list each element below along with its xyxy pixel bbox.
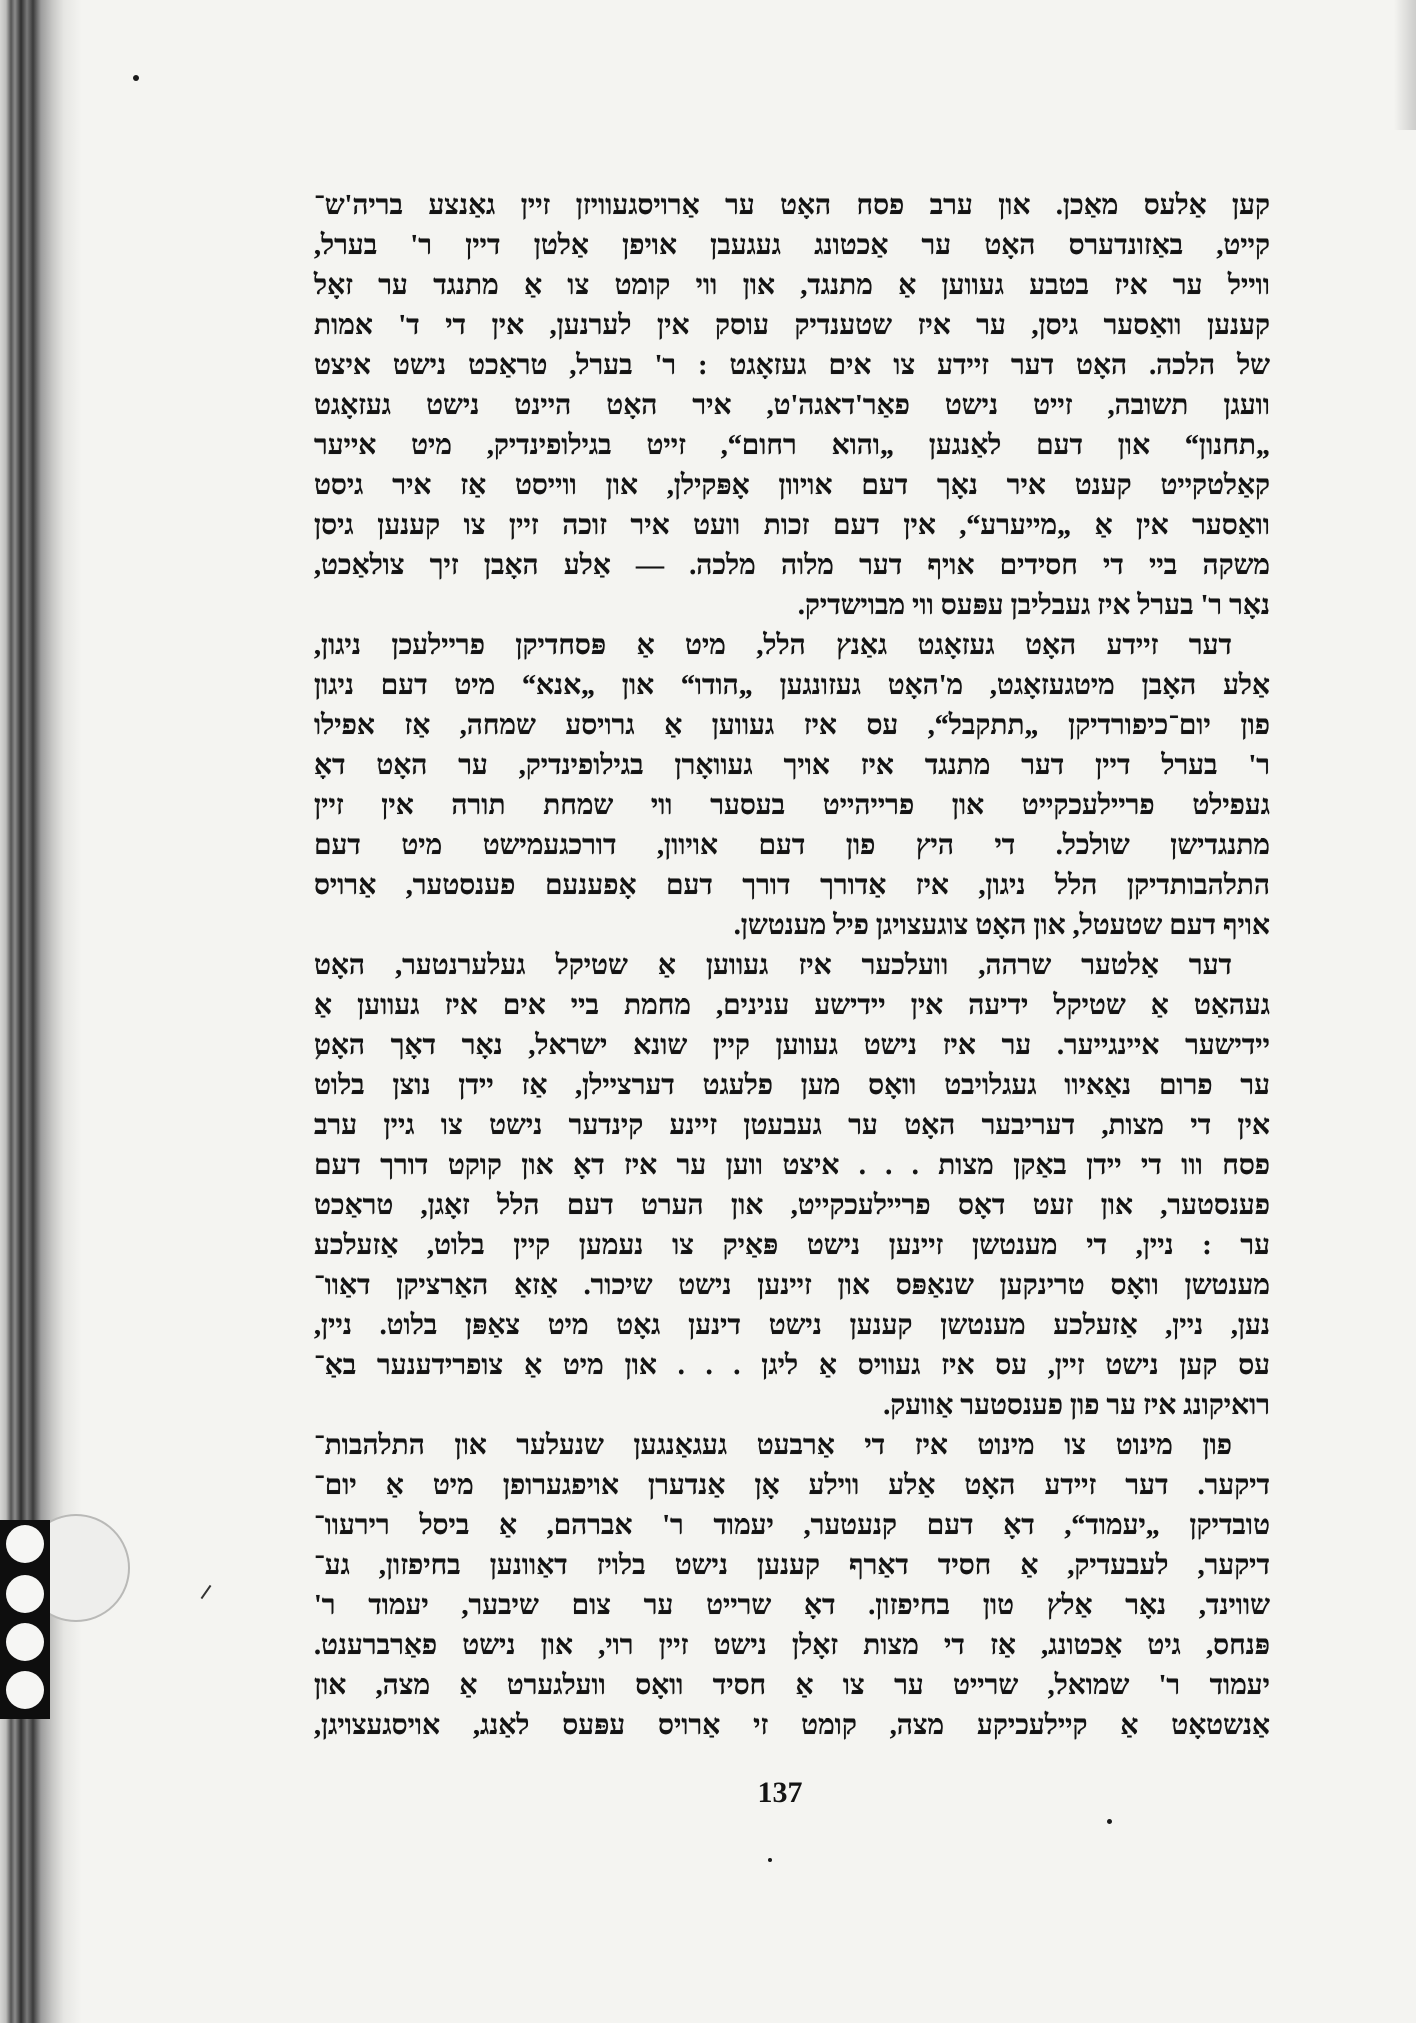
text-line: ר' בערל דיין דער מתנגד איז אויך געוואָרן בגילופינדיק, ער האָט דאָ bbox=[314, 750, 1270, 781]
punch-hole bbox=[6, 1575, 44, 1613]
ink-speck bbox=[133, 75, 139, 81]
text-line: דיקער, לעבעדיק, אַ חסיד דאַרף קענען נישט בלויז דאַוונען בחיפזון, גע־ bbox=[314, 1550, 1270, 1581]
text-line: ער : ניין, די מענטשן זיינען נישט פּאַיק צו נעמען קיין בלוט, אַזעלכע bbox=[314, 1230, 1270, 1261]
text-line: רואיקונג איז ער פון פענסטער אַוועק. bbox=[883, 1390, 1270, 1421]
text-line: געהאַט אַ שטיקל ידיעה אין יידישע ענינים, מחמת ביי אים איז געווען אַ bbox=[314, 990, 1270, 1021]
text-line: וואַסער אין אַ „מייערע“, אין דעם זכות וועט איר זוכה זיין צו קענען גיסן bbox=[314, 510, 1270, 541]
text-line: „תחנון“ און דעם לאַנגען „והוא רחום“, זייט בגילופינדיק, מיט אייער bbox=[314, 430, 1270, 461]
text-line: אין די מצות, דעריבער האָט ער געבעטן זיינע קינדער נישט צו גיין ערב bbox=[314, 1110, 1270, 1141]
text-line: משקה ביי די חסידים אויף דער מלוה מלכה. — אַלע האָבן זיך צולאַכט, bbox=[314, 550, 1270, 581]
text-line: אויף דעם שטעטל, און האָט צוגעצויגן פיל מענטשן. bbox=[733, 910, 1270, 941]
text-line: קען אַלעס מאַכן. און ערב פסח האָט ער אַרויסגעוויזן זיין גאַנצע בריה'ש־ bbox=[314, 190, 1270, 221]
text-line: טובדיקן „יעמוד“, דאָ דעם קנעטער, יעמוד ר' אברהם, אַ ביסל רירעוו־ bbox=[314, 1510, 1270, 1541]
punch-hole bbox=[6, 1671, 44, 1709]
text-line: אַלע האָבן מיטגעזאָגט, מ'האָט געזונגען „הודו“ און „אנא“ מיט דעם ניגון bbox=[314, 670, 1270, 701]
text-line: מתנגדישן שולכל. די היץ פון דעם אויוון, דורכגעמישט מיט דעם bbox=[314, 830, 1270, 861]
text-line: קייט, באַזונדערס האָט ער אַכטונג געגעבן אויפן אַלטן דיין ר' בערל, bbox=[314, 230, 1270, 261]
text-line: פון מינוט צו מינוט איז די אַרבעט געגאַנגען שנעלער און התלהבות־ bbox=[314, 1430, 1232, 1461]
page-number: 137 bbox=[757, 1776, 803, 1809]
text-line: וועגן תשובה, זייט נישט פאַר'דאגה'ט, איר האָט היינט נישט געזאָגט bbox=[314, 390, 1270, 421]
paragraph bbox=[314, 1426, 1270, 1746]
text-line: יידישער איינגייער. ער איז נישט געווען קיין שונא ישראל, נאָר דאָך האָט bbox=[314, 1030, 1270, 1061]
text-line: יעמוד ר' שמואל, שרייט ער צו אַ חסיד וואָס וועלגערט אַ מצה, און bbox=[314, 1670, 1270, 1701]
text-line: נאָר ר' בערל איז געבליבן עפּעס ווי מבוישדיק. bbox=[797, 590, 1270, 621]
text-line: התלהבותדיקן הלל ניגון, איז אַדורך דורך דעם אָפענעם פענסטער, אַרויס bbox=[314, 870, 1270, 901]
ink-speck bbox=[1107, 1819, 1112, 1824]
text-line: ווייל ער איז בטבע געווען אַ מתנגד, און ווי קומט צו אַ מתנגד ער זאָל bbox=[314, 270, 1270, 301]
text-line: געפילט פריילעכקייט און פרייהייט בעסער ווי שמחת תורה אין זיין bbox=[314, 790, 1270, 821]
text-line: דער אַלטער שרהה, וועלכער איז געווען אַ שטיקל געלערנטער, האָט bbox=[314, 950, 1232, 981]
text-line: פון יום־כיפורדיקן „תתקבל“, עס איז געווען אַ גרויסע שמחה, אַז אפילו bbox=[314, 710, 1270, 741]
text-line: נען, ניין, אַזעלכע מענטשן קענען נישט דינען גאָט מיט צאַפּן בלוט. ניין, bbox=[314, 1310, 1270, 1341]
text-line: פענסטער, און זעט דאָס פריילעכקייט, און הערט דעם הלל זאָגן, טראַכט bbox=[314, 1190, 1270, 1221]
text-line: דער זיידע האָט געזאָגט גאַנץ הלל, מיט אַ פּסחדיקן פריילעכן ניגון, bbox=[314, 630, 1232, 661]
punch-hole bbox=[6, 1623, 44, 1661]
page-body-text bbox=[314, 186, 1270, 1746]
text-line: מענטשן וואָס טרינקען שנאַפּס און זיינען נישט שיכור. אַזאַ האַרציקן דאַוו־ bbox=[314, 1270, 1270, 1301]
text-line: של הלכה. האָט דער זיידע צו אים געזאָגט : ר' בערל, טראַכט נישט איצט bbox=[314, 350, 1270, 381]
text-line: אַנשטאָט אַ קיילעכיקע מצה, קומט זי אַרויס עפּעס לאַנג, אויסגעצויגן, bbox=[314, 1710, 1270, 1741]
punched-holes-strip bbox=[0, 1520, 50, 1719]
text-line: קאַלטקייט קענט איר נאָך דעם אויוון אָפּקילן, און ווייסט אַז איר גיסט bbox=[314, 470, 1270, 501]
paragraph bbox=[314, 946, 1270, 1426]
text-line: ער פרום נאַאיוו געגלויבט וואָס מען פלעגט דערציילן, אַז יידן נוצן בלוט bbox=[314, 1070, 1270, 1101]
text-line: פסח ווו די יידן באַקן מצות . . . איצט ווען ער איז דאָ און קוקט דורך דעם bbox=[314, 1150, 1270, 1181]
punch-hole bbox=[6, 1525, 44, 1563]
scan-edge-shadow bbox=[1394, 0, 1416, 130]
paragraph bbox=[314, 626, 1270, 946]
text-line: עס קען נישט זיין, עס איז געוויס אַ ליגן . . . און מיט אַ צופרידענער באַ־ bbox=[314, 1350, 1270, 1381]
paragraph bbox=[314, 186, 1270, 626]
text-line: דיקער. דער זיידע האָט אַלע ווילע אָן אַנדערן אויפגערופן מיט אַ יום־ bbox=[314, 1470, 1270, 1501]
text-line: שווינד, נאָר אַלץ טון בחיפזון. דאָ שרייט ער צום שיבער, יעמוד ר' bbox=[314, 1590, 1270, 1621]
text-line: קענען וואַסער גיסן, ער איז שטענדיק עוסק אין לערנען, אין די ד' אמות bbox=[314, 310, 1270, 341]
text-line: פּנחס, גיט אַכטונג, אַז די מצות זאָלן נישט זיין רוי, און נישט פאַרברענט. bbox=[314, 1630, 1270, 1661]
ink-mark bbox=[201, 1585, 212, 1599]
book-binding-edge bbox=[0, 0, 82, 2023]
ink-speck bbox=[768, 1858, 772, 1862]
